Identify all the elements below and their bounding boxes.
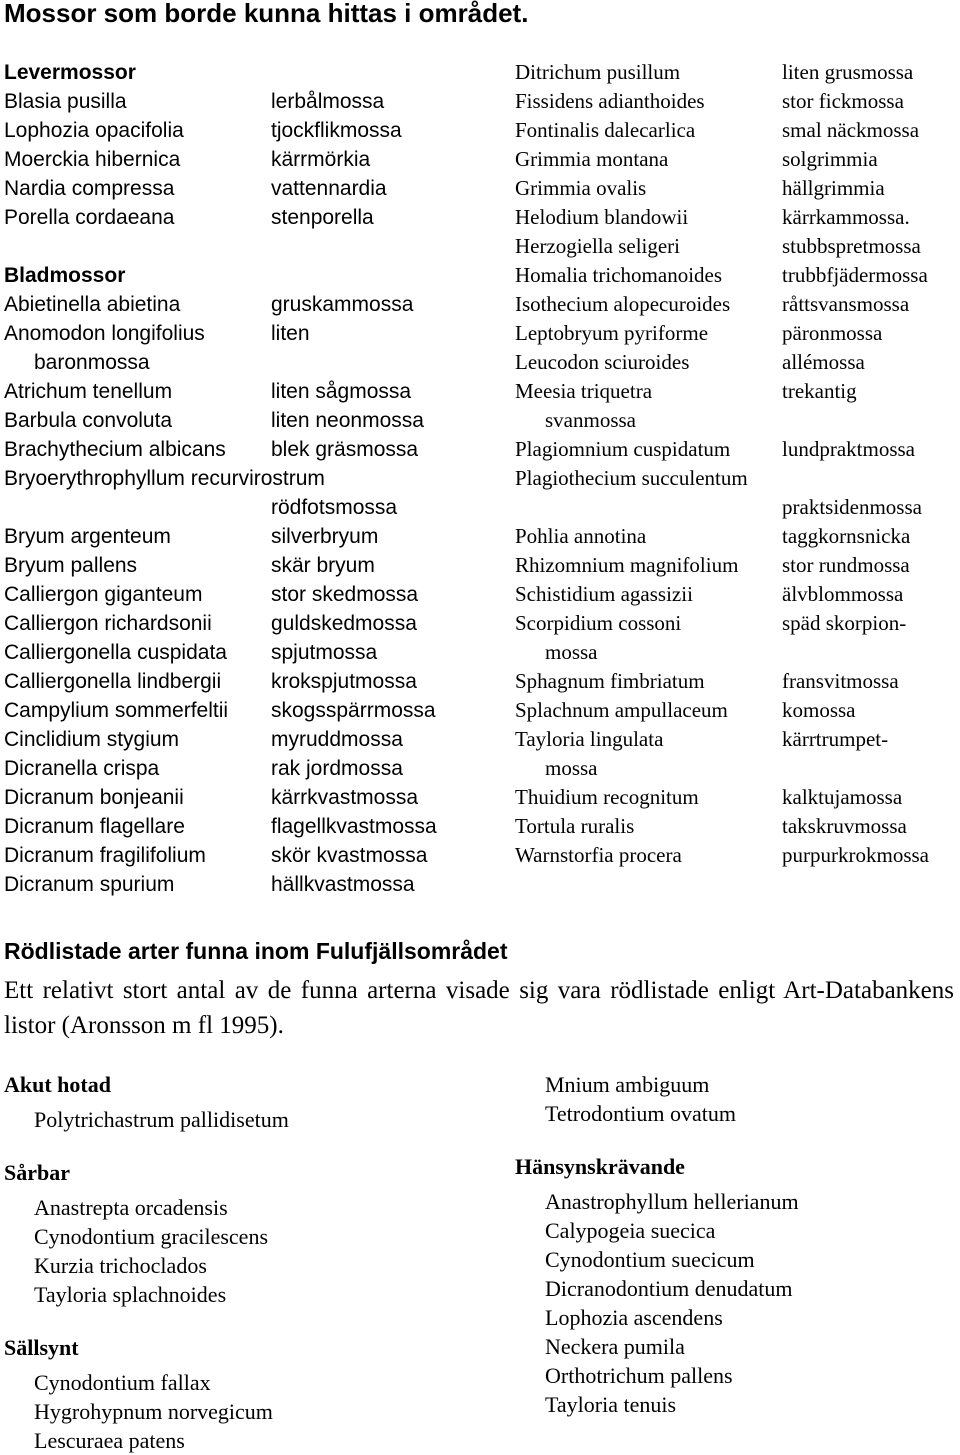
latin-name: Blasia pusilla [4, 90, 127, 113]
latin-name: Anomodon longifolius [4, 322, 205, 345]
swedish-name: kärrmörkia [271, 148, 371, 171]
latin-name: Campylium sommerfeltii [4, 699, 229, 722]
species-row [515, 783, 960, 812]
redlist-species: Neckera pumila [545, 1334, 685, 1359]
latin-name: Tortula ruralis [515, 814, 635, 838]
swedish-name: tjockflikmossa [271, 119, 402, 142]
latin-name: Cinclidium stygium [4, 728, 180, 751]
latin-name: Calliergon richardsonii [4, 612, 212, 635]
swedish-name: purpurkrokmossa [782, 843, 929, 867]
swedish-name: kärrkammossa. [782, 205, 910, 229]
swedish-name: rödfotsmossa [271, 496, 398, 519]
rodlistade-heading: Rödlistade arter funna inom Fulufjällsområdet [4, 938, 508, 964]
swedish-name: stor rundmossa [782, 553, 910, 577]
latin-name: Grimmia montana [515, 147, 669, 171]
swedish-name: guldskedmossa [271, 612, 417, 635]
levermossor-list [4, 87, 494, 232]
species-row [515, 319, 960, 348]
species-row [4, 406, 494, 435]
swedish-name: vattennardia [271, 177, 387, 200]
species-row [4, 667, 494, 696]
species-row [4, 754, 494, 783]
swedish-name: skör kvastmossa [271, 844, 428, 867]
bladmossor-heading: Bladmossor [4, 264, 126, 287]
swedish-name: silverbryum [271, 525, 379, 548]
latin-name: Plagiomnium cuspidatum [515, 437, 731, 461]
swedish-name: myruddmossa [271, 728, 403, 751]
species-row [515, 696, 960, 725]
species-row [515, 522, 960, 551]
swedish-name: stor fickmossa [782, 89, 904, 113]
species-row [515, 551, 960, 580]
latin-name: Plagiothecium succulentum [515, 466, 748, 490]
species-row [4, 522, 494, 551]
latin-name: Pohlia annotina [515, 524, 647, 548]
latin-name: Calliergonella lindbergii [4, 670, 222, 693]
right-species-column [515, 58, 960, 870]
redlist-species: Anastrepta orcadensis [34, 1195, 228, 1220]
swedish-name: takskruvmossa [782, 814, 907, 838]
redlist-category: Hänsynskrävande [515, 1154, 685, 1179]
swedish-name: stor skedmossa [271, 583, 419, 606]
latin-name: Splachnum ampullaceum [515, 698, 728, 722]
swedish-name: allémossa [782, 350, 865, 374]
species-row [515, 377, 960, 406]
species-row [4, 145, 494, 174]
latin-name: mossa [545, 756, 598, 780]
species-row [515, 609, 960, 638]
redlist-species: Cynodontium suecicum [545, 1247, 755, 1272]
latin-name: baronmossa [34, 351, 150, 374]
swedish-name: smal näckmossa [782, 118, 920, 142]
latin-name: Leucodon sciuroides [515, 350, 690, 374]
species-row [515, 116, 960, 145]
species-row [515, 754, 960, 783]
latin-name: Helodium blandowii [515, 205, 689, 229]
latin-name: Homalia trichomanoides [515, 263, 723, 287]
left-species-column [4, 58, 494, 899]
redlist-species: Polytrichastrum pallidisetum [34, 1107, 289, 1132]
swedish-name: krokspjutmossa [271, 670, 417, 693]
species-row [4, 174, 494, 203]
latin-name: Grimmia ovalis [515, 176, 647, 200]
swedish-name: skogsspärrmossa [271, 699, 436, 722]
latin-name: Warnstorfia procera [515, 843, 682, 867]
swedish-name: hällkvastmossa [271, 873, 415, 896]
redlist-species: Tayloria tenuis [545, 1392, 677, 1417]
swedish-name: kalktujamossa [782, 785, 903, 809]
latin-name: Herzogiella seligeri [515, 234, 681, 258]
redlist-species: Tayloria splachnoides [34, 1282, 227, 1307]
species-row [4, 725, 494, 754]
redlist-species: Anastrophyllum hellerianum [545, 1189, 799, 1214]
swedish-name: liten grusmossa [782, 60, 914, 84]
swedish-name: gruskammossa [271, 293, 414, 316]
species-row [4, 377, 494, 406]
latin-name: Moerckia hibernica [4, 148, 181, 171]
latin-name: Fontinalis dalecarlica [515, 118, 696, 142]
species-row [515, 725, 960, 754]
species-row [4, 348, 494, 377]
swedish-name: kärrkvastmossa [271, 786, 419, 809]
redlist-species: Tetrodontium ovatum [545, 1101, 736, 1126]
redlist-right-block [515, 1070, 799, 1419]
redlist-species: Cynodontium fallax [34, 1370, 211, 1395]
redlist-category: Sårbar [4, 1160, 70, 1185]
swedish-name: stubbspretmossa [782, 234, 921, 258]
redlist-species: Lescuraea patens [34, 1428, 185, 1453]
latin-name: Dicranum spurium [4, 873, 175, 896]
latin-name: Dicranum flagellare [4, 815, 185, 838]
species-row [4, 609, 494, 638]
species-row [515, 348, 960, 377]
species-row [515, 580, 960, 609]
redlist-species: Kurzia trichoclados [34, 1253, 207, 1278]
latin-name: Isothecium alopecuroides [515, 292, 731, 316]
species-row [4, 493, 494, 522]
redlist-species: Orthotrichum pallens [545, 1363, 733, 1388]
rodlistade-paragraph: Ett relativt stort antal av de funna arterna visade sig vara rödlistade enligt Art-Databankens listor (Aronsson m fl 1995). [4, 977, 954, 1039]
species-row [4, 464, 494, 493]
swedish-name: trekantig [782, 379, 857, 403]
species-row [515, 435, 960, 464]
species-row [515, 493, 960, 522]
redlist-species: Lophozia ascendens [545, 1305, 723, 1330]
species-row [515, 203, 960, 232]
species-row [4, 841, 494, 870]
species-row [515, 464, 960, 493]
latin-name: svanmossa [545, 408, 636, 432]
swedish-name: liten sågmossa [271, 380, 412, 403]
species-row [4, 580, 494, 609]
species-row [4, 783, 494, 812]
redlist-species: Hygrohypnum norvegicum [34, 1399, 273, 1424]
swedish-name: liten [271, 322, 310, 345]
swedish-name: taggkornsnicka [782, 524, 911, 548]
redlist-species: Dicranodontium denudatum [545, 1276, 793, 1301]
swedish-name: trubbfjädermossa [782, 263, 928, 287]
latin-name: Fissidens adianthoides [515, 89, 705, 113]
latin-name: Scorpidium cossoni [515, 611, 682, 635]
species-row [515, 812, 960, 841]
redlist-category: Akut hotad [4, 1072, 111, 1097]
swedish-name: hällgrimmia [782, 176, 885, 200]
latin-name: Tayloria lingulata [515, 727, 664, 751]
levermossor-heading: Levermossor [4, 61, 136, 84]
species-row [515, 290, 960, 319]
swedish-name: fransvitmossa [782, 669, 899, 693]
swedish-name: skär bryum [271, 554, 375, 577]
swedish-name: lundpraktmossa [782, 437, 915, 461]
species-row [4, 116, 494, 145]
species-row [4, 203, 494, 232]
species-row [4, 638, 494, 667]
swedish-name: blek gräsmossa [271, 438, 419, 461]
latin-name: Bryoerythrophyllum recurvirostrum [4, 467, 325, 490]
species-row [4, 870, 494, 899]
swedish-name: kärrtrumpet- [782, 727, 889, 751]
species-row [515, 58, 960, 87]
redlist-species: Calypogeia suecica [545, 1218, 716, 1243]
species-row [515, 667, 960, 696]
species-row [4, 435, 494, 464]
species-row [4, 812, 494, 841]
swedish-name: lerbålmossa [271, 90, 385, 113]
latin-name: Atrichum tenellum [4, 380, 173, 403]
latin-name: Thuidium recognitum [515, 785, 699, 809]
latin-name: Bryum argenteum [4, 525, 171, 548]
species-row [515, 174, 960, 203]
redlist-species: Cynodontium gracilescens [34, 1224, 269, 1249]
latin-name: Calliergonella cuspidata [4, 641, 227, 664]
latin-name: Porella cordaeana [4, 206, 175, 229]
species-row [515, 638, 960, 667]
species-row [515, 841, 960, 870]
latin-name: Meesia triquetra [515, 379, 653, 403]
latin-name: Abietinella abietina [4, 293, 181, 316]
latin-name: Leptobryum pyriforme [515, 321, 709, 345]
latin-name: Bryum pallens [4, 554, 138, 577]
bladmossor-list [4, 290, 494, 899]
latin-name: mossa [545, 640, 598, 664]
latin-name: Sphagnum fimbriatum [515, 669, 705, 693]
swedish-name: päronmossa [782, 321, 883, 345]
species-row [4, 551, 494, 580]
swedish-name: späd skorpion- [782, 611, 907, 635]
swedish-name: komossa [782, 698, 856, 722]
species-row [515, 261, 960, 290]
redlist-left-block [4, 1070, 289, 1455]
swedish-name: flagellkvastmossa [271, 815, 437, 838]
swedish-name: älvblommossa [782, 582, 904, 606]
swedish-name: spjutmossa [271, 641, 378, 664]
latin-name: Ditrichum pusillum [515, 60, 681, 84]
species-row [4, 696, 494, 725]
latin-name: Brachythecium albicans [4, 438, 226, 461]
swedish-name: praktsidenmossa [782, 495, 922, 519]
swedish-name: rak jordmossa [271, 757, 403, 780]
species-row [515, 232, 960, 261]
redlist-species: Mnium ambiguum [545, 1072, 710, 1097]
latin-name: Rhizomnium magnifolium [515, 553, 739, 577]
latin-name: Nardia compressa [4, 177, 175, 200]
latin-name: Calliergon giganteum [4, 583, 203, 606]
latin-name: Barbula convoluta [4, 409, 173, 432]
species-row [4, 87, 494, 116]
swedish-name: solgrimmia [782, 147, 878, 171]
swedish-name: råttsvansmossa [782, 292, 910, 316]
latin-name: Dicranum bonjeanii [4, 786, 184, 809]
latin-name: Dicranum fragilifolium [4, 844, 206, 867]
swedish-name: stenporella [271, 206, 374, 229]
species-row [515, 87, 960, 116]
redlist-category: Sällsynt [4, 1335, 79, 1360]
species-row [515, 406, 960, 435]
species-row [4, 290, 494, 319]
latin-name: Schistidium agassizii [515, 582, 693, 606]
latin-name: Dicranella crispa [4, 757, 160, 780]
swedish-name: liten neonmossa [271, 409, 424, 432]
species-row [4, 319, 494, 348]
right-species-list [515, 58, 960, 870]
page-title: Mossor som borde kunna hittas i området. [4, 0, 529, 28]
latin-name: Lophozia opacifolia [4, 119, 184, 142]
species-row [515, 145, 960, 174]
